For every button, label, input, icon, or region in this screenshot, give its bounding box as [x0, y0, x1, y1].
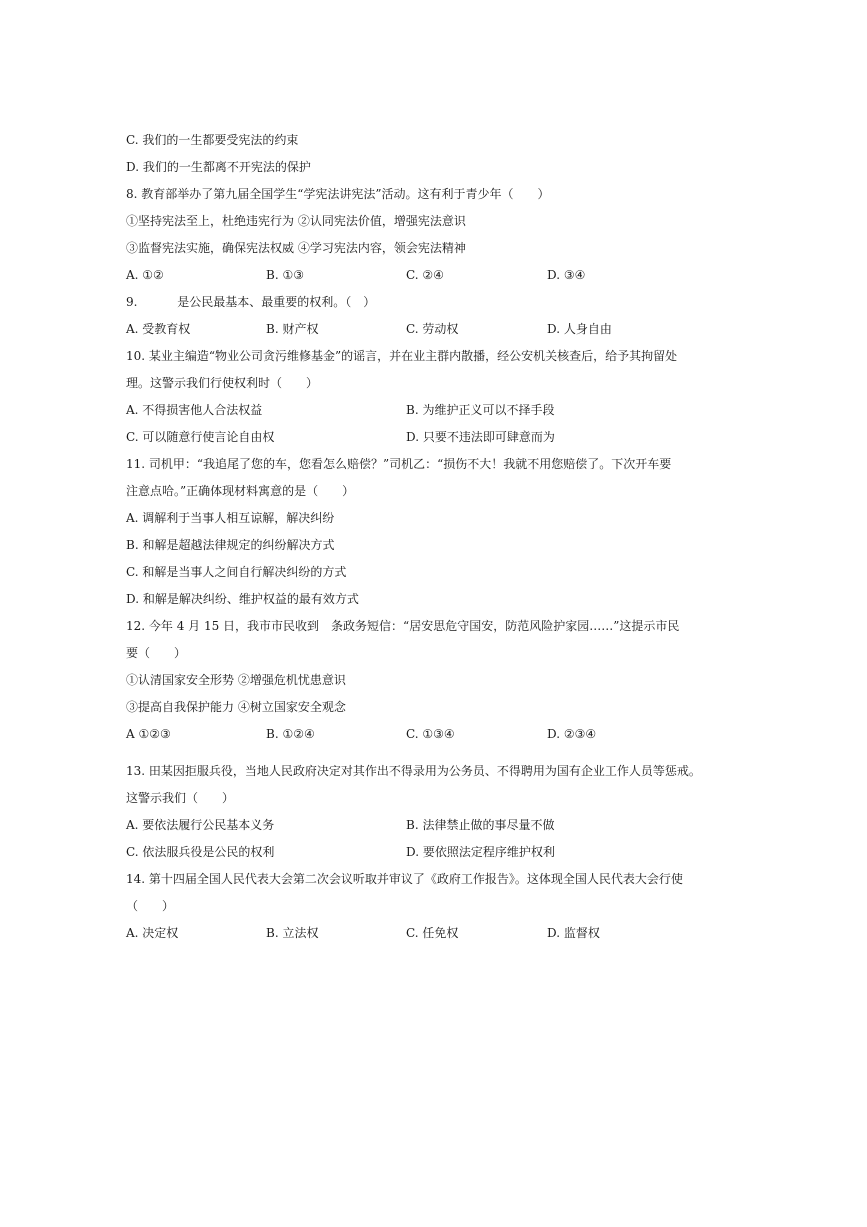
question-13-stem: 13. 田某因拒服兵役，当地人民政府决定对其作出不得录用为公务员、不得聘用为国有企业工作人员等惩戒。: [126, 764, 701, 778]
option-c: C. 任免权: [406, 926, 459, 940]
question-14-stem-cont: （ ）: [126, 899, 175, 913]
option-c: C. 和解是当事人之间自行解决纠纷的方式: [126, 565, 347, 579]
option-a: A. ①②: [126, 268, 164, 282]
option-a: A. 要依法履行公民基本义务: [126, 818, 275, 832]
option-a: A. 调解利于当事人相互谅解，解决纠纷: [126, 511, 335, 525]
question-12-statement: ①认清国家安全形势 ②增强危机忧患意识: [126, 673, 346, 687]
question-9-stem: 9. 是公民最基本、最重要的权利。（ ）: [126, 295, 376, 309]
option-d: D. 人身自由: [547, 322, 612, 336]
option-a: A ①②③: [126, 727, 171, 741]
question-12-stem-cont: 要（ ）: [126, 646, 187, 660]
option-c: C. 劳动权: [406, 322, 459, 336]
option-b: B. 为维护正义可以不择手段: [406, 403, 555, 417]
question-8-stem: 8. 教育部举办了第九届全国学生“学宪法讲宪法”活动。这有利于青少年（ ）: [126, 187, 550, 201]
question-8-statement: ③监督宪法实施，确保宪法权威 ④学习宪法内容，领会宪法精神: [126, 241, 466, 255]
question-13-options-row1: [0, 817, 867, 833]
question-10-options-row2: [0, 429, 867, 445]
option-c: C. ②④: [406, 268, 444, 282]
option-b: B. 法律禁止做的事尽量不做: [406, 818, 555, 832]
option-b: B. 立法权: [266, 926, 319, 940]
option-d: D. 只要不违法即可肆意而为: [406, 430, 555, 444]
option-c: C. ①③④: [406, 727, 455, 741]
option-a: A. 不得损害他人合法权益: [126, 403, 263, 417]
question-13-stem-cont: 这警示我们（ ）: [126, 791, 235, 805]
question-11-stem: 11. 司机甲：“我追尾了您的车，您看怎么赔偿？”司机乙：“损伤不大！我就不用您赔偿了。下次开车要: [126, 457, 672, 471]
option-line: C. 我们的一生都要受宪法的约束: [126, 133, 299, 147]
question-10-options-row1: [0, 402, 867, 418]
question-12-options: [0, 726, 867, 742]
option-a: A. 受教育权: [126, 322, 191, 336]
option-b: B. 和解是超越法律规定的纠纷解决方式: [126, 538, 335, 552]
option-d: D. ②③④: [547, 727, 597, 741]
question-13-options-row2: [0, 844, 867, 860]
option-c: C. 可以随意行使言论自由权: [126, 430, 275, 444]
question-10-stem: 10. 某业主编造“物业公司贪污维修基金”的谣言，并在业主群内散播，经公安机关核查后，给予其拘留处: [126, 349, 678, 363]
question-12-stem: 12. 今年 4 月 15 日，我市市民收到 条政务短信：“居安思危守国安，防范风险护家园……”这提示市民: [126, 619, 680, 633]
option-c: C. 依法服兵役是公民的权利: [126, 845, 275, 859]
question-14-stem: 14. 第十四届全国人民代表大会第二次会议听取并审议了《政府工作报告》。这体现全国人民代表大会行使: [126, 872, 683, 886]
option-a: A. 决定权: [126, 926, 179, 940]
option-d: D. 监督权: [547, 926, 600, 940]
question-8-options: [0, 267, 867, 283]
question-12-statement: ③提高自我保护能力 ④树立国家安全观念: [126, 700, 346, 714]
question-8-statement: ①坚持宪法至上，杜绝违宪行为 ②认同宪法价值，增强宪法意识: [126, 214, 466, 228]
option-d: D. 和解是解决纠纷、维护权益的最有效方式: [126, 592, 359, 606]
option-d: D. 要依照法定程序维护权利: [406, 845, 555, 859]
option-line: D. 我们的一生都离不开宪法的保护: [126, 160, 311, 174]
option-b: B. 财产权: [266, 322, 319, 336]
question-10-stem-cont: 理。这警示我们行使权利时（ ）: [126, 376, 319, 390]
option-d: D. ③④: [547, 268, 586, 282]
question-9-options: [0, 321, 867, 337]
option-b: B. ①②④: [266, 727, 315, 741]
question-11-stem-cont: 注意点哈。”正确体现材料寓意的是（ ）: [126, 484, 355, 498]
question-14-options: [0, 925, 867, 941]
option-b: B. ①③: [266, 268, 304, 282]
